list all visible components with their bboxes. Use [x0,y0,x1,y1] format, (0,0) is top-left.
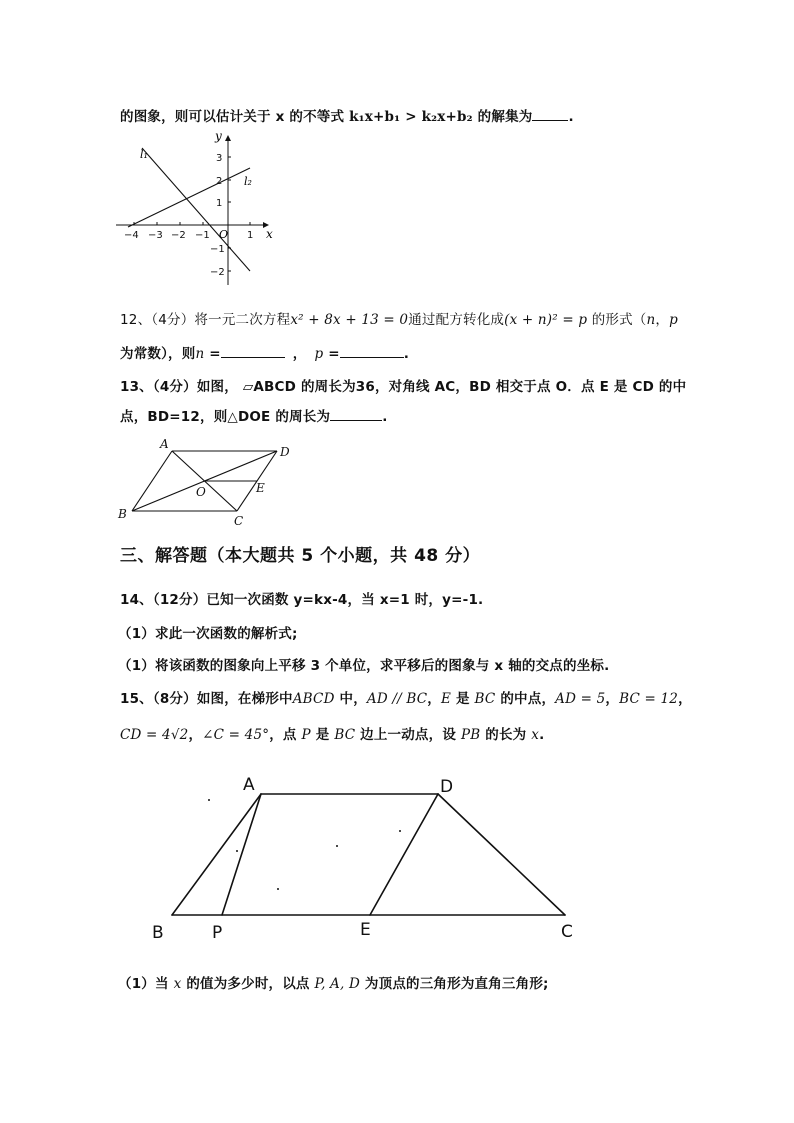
q12-line2 [120,342,409,362]
q13-answer-blank[interactable] [330,408,382,421]
q15-angle: ∠C = 45° [202,727,270,743]
stray-dot [399,830,401,832]
vertex-c: C [234,514,244,528]
q11-end: . [568,109,574,125]
q15-x: x [531,727,540,743]
q15-bc12: BC = 12 [619,691,679,707]
q15-figure [145,768,605,948]
q11-inequality: k₁x+b₁ > k₂x+b₂ [349,109,473,125]
q13-end: . [382,409,388,425]
y-label: y [215,129,222,143]
q15-c1: ， [427,691,441,707]
q12-comma: ， [655,312,670,328]
q12-end: . [403,346,410,362]
x-tick-label: −3 [148,230,163,241]
q11-graph [112,128,292,288]
x-label: x [266,227,273,241]
q13-line2 [120,405,388,425]
q12-num: 12、（4分）将一元二次方程 [120,312,291,328]
q15-part1-a: （1）当 [118,976,174,992]
q12-tail: 的形式（ [587,312,647,328]
q15-pb: PB [460,727,481,743]
x-tick-label: −4 [124,230,139,241]
x-tick-label: −2 [171,230,186,241]
q15-line1b: 中， [334,691,367,707]
q13-figure [112,436,312,536]
q15-part1-pad: P, A, D [314,976,361,992]
q13-line1: 13、（4分）如图， ▱ABCD 的周长为36，对角线 AC，BD 相交于点 O．点 E 是 CD 的中 [120,379,687,395]
q15-end: . [539,727,545,743]
q11-answer-blank[interactable] [532,108,568,121]
q11-line [120,105,574,125]
q15-adbc: AD // BC [366,691,428,707]
q15-line2d: 的长为 [480,727,532,743]
q12-n: n [646,312,656,328]
q12-sep: ， [292,346,307,362]
vertex-b: B [152,923,164,943]
q15-part1-b: 的值为多少时，以点 [181,976,315,992]
l2-label: l₂ [244,175,252,188]
y-tick-label: 2 [216,176,223,187]
q11-text-a: 的图象，则可以估计关于 x 的不等式 [120,109,350,125]
point-o: O [196,485,206,499]
stray-dot [208,799,210,801]
q11-text-b: 的解集为 [472,109,533,125]
side-dc [438,794,565,915]
point-e: E [256,481,265,495]
q13-line2-text: 点，BD=12，则△DOE 的周长为 [120,409,331,425]
origin-label: O [219,228,229,241]
q15-line2a: ，点 [269,727,302,743]
vertex-d: D [440,777,454,797]
q12-eqsign1: = [204,346,221,362]
side-ab [172,794,261,915]
q12-mid: 通过配方转化成 [408,312,505,328]
q15-part1-x: x [173,976,182,992]
q12-p-answer-label: p [314,346,324,362]
q15-line2 [120,723,544,743]
q15-line2c: 边上一动点，设 [355,727,461,743]
point-p: P [212,923,223,943]
q15-cd: CD = 4√2 [120,727,189,743]
stray-dot [236,850,238,852]
stray-dot [336,845,338,847]
q14-stem: 14、（12分）已知一次函数 y=kx-4，当 x=1 时，y=-1. [120,592,484,608]
q15-abcd: ABCD [292,691,335,707]
vertex-a: A [160,437,169,451]
q15-p: P [301,727,311,743]
stray-dot [277,888,279,890]
q15-e: E [440,691,452,707]
section-heading: 三、解答题（本大题共 5 个小题，共 48 分） [120,546,481,566]
q15-bc2: BC [334,727,356,743]
q12-p-blank[interactable] [340,345,404,358]
q15-c2: ， [605,691,620,707]
q12-p: p [669,312,678,328]
side-ab [132,451,172,511]
q12-n-answer-label: n [195,346,205,362]
y-tick-label: −2 [210,267,225,278]
q15-bc: BC [474,691,496,707]
line-l2 [128,168,250,227]
y-tick-label: 1 [216,198,223,209]
q14-part2: （1）将该函数的图象向上平移 3 个单位，求平移后的图象与 x 轴的交点的坐标. [118,658,610,674]
q15-part1 [118,972,549,992]
y-tick-label: −1 [210,244,225,255]
q12-n-blank[interactable] [221,345,285,358]
q15-line1c: 是 [451,691,475,707]
q15-line1 [120,687,692,707]
q12-form: (x + n)² = p [504,312,588,328]
q15-line1d: 的中点， [495,691,556,707]
q14-part1: （1）求此一次函数的解析式; [118,626,298,642]
y-tick-label: 3 [216,153,223,164]
q12-line1 [120,308,678,328]
point-e: E [360,920,371,940]
q12-equation: x² + 8x + 13 = 0 [290,312,409,328]
q12-line2a: 为常数），则 [120,346,196,362]
x-tick-label: −1 [195,230,210,241]
q15-line2b: 是 [310,727,335,743]
line-l1 [142,148,250,271]
x-tick-label: 1 [247,230,254,241]
q15-line1a: 15、（8分）如图，在梯形中 [120,691,293,707]
q15-part1-c: 为顶点的三角形为直角三角形; [360,976,549,992]
vertex-d: D [280,445,290,459]
vertex-a: A [243,775,255,795]
segment-de [370,794,438,915]
q12-eqsign2: = [323,346,340,362]
segment-ap [222,794,261,915]
vertex-c: C [561,922,573,942]
q15-c3: ， [678,691,692,707]
q15-c4: ， [188,727,203,743]
vertex-b: B [118,507,127,521]
q15-ad5: AD = 5 [555,691,606,707]
l1-label: l₁ [140,148,148,161]
